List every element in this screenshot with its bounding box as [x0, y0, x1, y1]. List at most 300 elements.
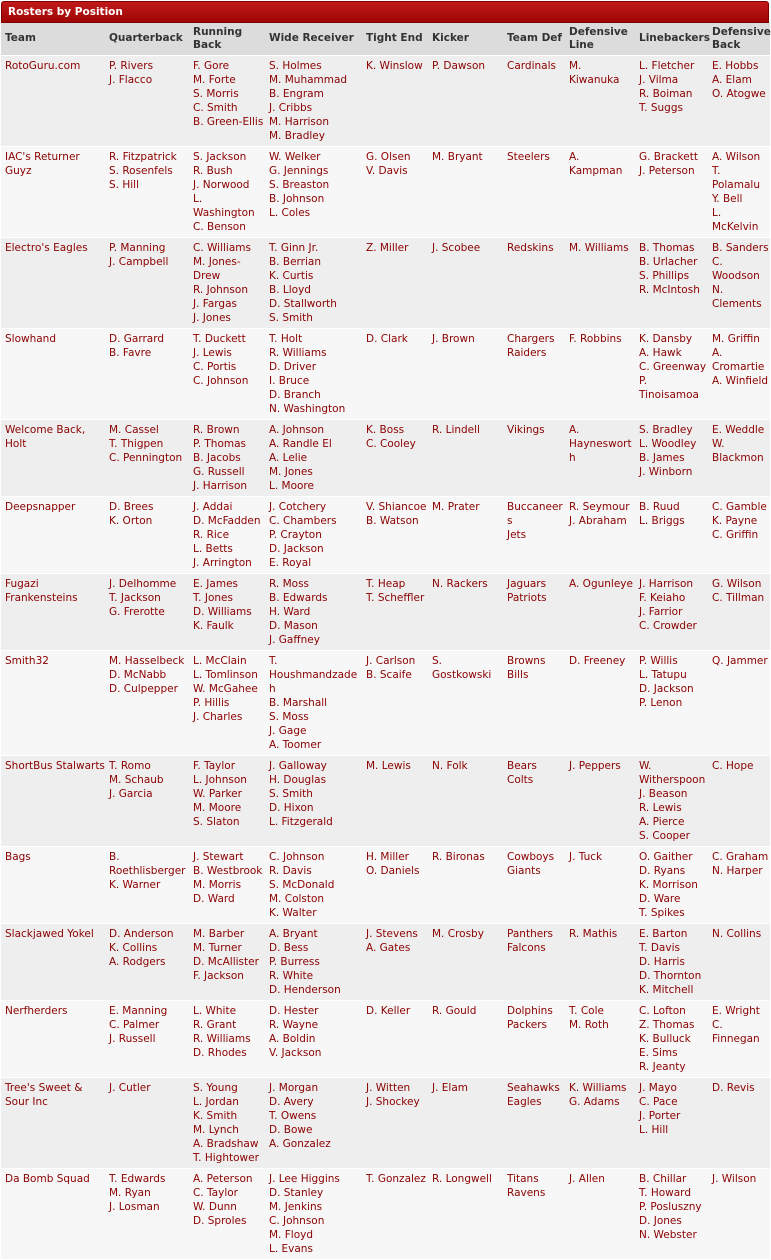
player-link[interactable]: M. Bradley [269, 129, 325, 142]
player-link[interactable]: D. Williams [193, 605, 252, 618]
player-link[interactable]: K. Collins [109, 941, 158, 954]
player-link[interactable]: J. Galloway [269, 759, 327, 772]
player-link[interactable]: D. Rhodes [193, 1046, 247, 1059]
player-link[interactable]: A. Peterson [193, 1172, 253, 1185]
player-link[interactable]: B. Favre [109, 346, 152, 359]
player-link[interactable]: R. Johnson [193, 283, 248, 296]
player-link[interactable]: B. Urlacher [639, 255, 698, 268]
player-link[interactable]: D. Revis [712, 1081, 755, 1094]
player-link[interactable]: A. Wilson [712, 150, 761, 163]
player-link[interactable]: S. Jackson [193, 150, 247, 163]
player-link[interactable]: F. Jackson [193, 969, 244, 982]
player-link[interactable]: J. Cutler [109, 1081, 151, 1094]
player-link[interactable]: G. Olsen [366, 150, 411, 163]
player-link[interactable]: R. Jeanty [639, 1060, 686, 1073]
player-link[interactable]: T. Jones [193, 591, 233, 604]
player-link[interactable]: C. Finnegan [712, 1018, 760, 1045]
player-link[interactable]: E. Sims [639, 1046, 678, 1059]
team-def-link[interactable]: Bears [507, 759, 537, 772]
player-link[interactable]: J. Harrison [193, 479, 248, 492]
player-link[interactable]: N. Clements [712, 283, 762, 310]
player-link[interactable]: D. Culpepper [109, 682, 178, 695]
player-link[interactable]: T. Heap [366, 577, 406, 590]
player-link[interactable]: T. Spikes [639, 906, 685, 919]
player-link[interactable]: D. Hester [269, 1004, 319, 1017]
player-link[interactable]: J. Abraham [569, 514, 627, 527]
player-link[interactable]: M. Williams [569, 241, 629, 254]
player-link[interactable]: C. Johnson [193, 374, 249, 387]
player-link[interactable]: A. Elam [712, 73, 752, 86]
player-link[interactable]: C. Pennington [109, 451, 183, 464]
player-link[interactable]: B. Edwards [269, 591, 328, 604]
player-link[interactable]: R. Mathis [569, 927, 618, 940]
player-link[interactable]: R. Wayne [269, 1018, 319, 1031]
player-link[interactable]: P. Tinoisamoa [639, 374, 699, 401]
player-link[interactable]: A. Cromartie [712, 346, 765, 373]
player-link[interactable]: E. Hobbs [712, 59, 759, 72]
player-link[interactable]: M. Floyd [269, 1228, 313, 1241]
player-link[interactable]: N. Folk [432, 759, 468, 772]
player-link[interactable]: M. Lewis [366, 759, 411, 772]
player-link[interactable]: J. Russell [109, 1032, 156, 1045]
player-link[interactable]: J. Gaffney [269, 633, 320, 646]
player-link[interactable]: T. Davis [639, 941, 680, 954]
player-link[interactable]: K. Mitchell [639, 983, 694, 996]
player-link[interactable]: G. Wilson [712, 577, 762, 590]
player-link[interactable]: C. Portis [193, 360, 237, 373]
player-link[interactable]: L. White [193, 1004, 237, 1017]
player-link[interactable]: R. Gould [432, 1004, 477, 1017]
player-link[interactable]: W. Parker [193, 787, 242, 800]
player-link[interactable]: D. McFadden [193, 514, 261, 527]
player-link[interactable]: Z. Thomas [639, 1018, 695, 1031]
player-link[interactable]: D. Avery [269, 1095, 314, 1108]
player-link[interactable]: D. Ward [193, 892, 235, 905]
player-link[interactable]: J. Gage [269, 724, 307, 737]
player-link[interactable]: P. Burress [269, 955, 320, 968]
player-link[interactable]: P. Dawson [432, 59, 486, 72]
player-link[interactable]: M. Roth [569, 1018, 609, 1031]
player-link[interactable]: A. Ogunleye [569, 577, 633, 590]
player-link[interactable]: T. Houshmandzadeh [269, 654, 358, 695]
player-link[interactable]: R. McIntosh [639, 283, 700, 296]
player-link[interactable]: M. Griffin [712, 332, 760, 345]
player-link[interactable]: E. James [193, 577, 238, 590]
player-link[interactable]: J. Morgan [269, 1081, 319, 1094]
player-link[interactable]: A. Randle El [269, 437, 332, 450]
player-link[interactable]: R. Seymour [569, 500, 630, 513]
player-link[interactable]: J. Garcia [109, 787, 153, 800]
player-link[interactable]: N. Collins [712, 927, 762, 940]
player-link[interactable]: D. Clark [366, 332, 408, 345]
player-link[interactable]: W. Welker [269, 150, 321, 163]
player-link[interactable]: T. Holt [269, 332, 303, 345]
player-link[interactable]: L. Briggs [639, 514, 685, 527]
player-link[interactable]: G. Russell [193, 465, 245, 478]
player-link[interactable]: G. Adams [569, 1095, 620, 1108]
player-link[interactable]: S. Morris [193, 87, 239, 100]
team-def-link[interactable]: Cardinals [507, 59, 556, 72]
player-link[interactable]: B. Chillar [639, 1172, 687, 1185]
player-link[interactable]: C. Benson [193, 220, 246, 233]
player-link[interactable]: A. Pierce [639, 815, 685, 828]
player-link[interactable]: T. Polamalu [712, 164, 760, 191]
player-link[interactable]: L. Jordan [193, 1095, 239, 1108]
player-link[interactable]: J. Losman [109, 1200, 160, 1213]
player-link[interactable]: D. Branch [269, 388, 321, 401]
player-link[interactable]: D. Henderson [269, 983, 341, 996]
player-link[interactable]: K. Bulluck [639, 1032, 691, 1045]
player-link[interactable]: O. Atogwe [712, 87, 766, 100]
player-link[interactable]: H. Ward [269, 605, 311, 618]
player-link[interactable]: M. Jenkins [269, 1200, 323, 1213]
player-link[interactable]: M. Barber [193, 927, 245, 940]
player-link[interactable]: N. Harper [712, 864, 763, 877]
player-link[interactable]: J. Vilma [639, 73, 679, 86]
player-link[interactable]: B. Jacobs [193, 451, 241, 464]
player-link[interactable]: M. Turner [193, 941, 242, 954]
player-link[interactable]: M. Ryan [109, 1186, 151, 1199]
player-link[interactable]: P. Willis [639, 654, 678, 667]
player-link[interactable]: T. Hightower [193, 1151, 259, 1164]
player-link[interactable]: J. Norwood [193, 178, 250, 191]
player-link[interactable]: M. Morris [193, 878, 242, 891]
player-link[interactable]: M. Muhammad [269, 73, 348, 86]
player-link[interactable]: Z. Miller [366, 241, 409, 254]
player-link[interactable]: L. McKelvin [712, 206, 759, 233]
player-link[interactable]: S. Cooper [639, 829, 690, 842]
player-link[interactable]: W. Witherspoon [639, 759, 706, 786]
player-link[interactable]: M. Bryant [432, 150, 483, 163]
player-link[interactable]: J. Brown [432, 332, 475, 345]
player-link[interactable]: D. Sproles [193, 1214, 247, 1227]
player-link[interactable]: W. Blackmon [712, 437, 764, 464]
player-link[interactable]: A. Johnson [269, 423, 325, 436]
player-link[interactable]: S. Young [193, 1081, 238, 1094]
player-link[interactable]: R. Davis [269, 864, 312, 877]
player-link[interactable]: D. Mason [269, 619, 318, 632]
player-link[interactable]: K. Boss [366, 423, 405, 436]
player-link[interactable]: J. Jones [193, 311, 231, 324]
player-link[interactable]: A. Lelie [269, 451, 308, 464]
player-link[interactable]: G. Frerotte [109, 605, 165, 618]
player-link[interactable]: J. Stewart [193, 850, 244, 863]
team-def-link[interactable]: Vikings [507, 423, 545, 436]
player-link[interactable]: V. Shiancoe [366, 500, 427, 513]
player-link[interactable]: K. Faulk [193, 619, 234, 632]
player-link[interactable]: A. Haynesworth [569, 423, 632, 464]
player-link[interactable]: L. Coles [269, 206, 311, 219]
player-link[interactable]: T. Thigpen [109, 437, 164, 450]
player-link[interactable]: M. Jones-Drew [193, 255, 241, 282]
player-link[interactable]: O. Gaither [639, 850, 693, 863]
player-link[interactable]: B. Ruud [639, 500, 680, 513]
player-link[interactable]: B. Johnson [269, 192, 325, 205]
player-link[interactable]: D. McAllister [193, 955, 259, 968]
team-def-link[interactable]: Ravens [507, 1186, 546, 1199]
player-link[interactable]: W. Dunn [193, 1200, 237, 1213]
player-link[interactable]: F. Taylor [193, 759, 236, 772]
player-link[interactable]: W. McGahee [193, 682, 258, 695]
player-link[interactable]: A. Gonzalez [269, 1137, 331, 1150]
player-link[interactable]: D. Anderson [109, 927, 174, 940]
player-link[interactable]: S. Smith [269, 311, 313, 324]
player-link[interactable]: A. Bradshaw [193, 1137, 259, 1150]
player-link[interactable]: F. Gore [193, 59, 230, 72]
player-link[interactable]: E. Barton [639, 927, 688, 940]
player-link[interactable]: A. Toomer [269, 738, 322, 751]
player-link[interactable]: T. Romo [109, 759, 151, 772]
player-link[interactable]: S. Breaston [269, 178, 330, 191]
player-link[interactable]: P. Hillis [193, 696, 230, 709]
player-link[interactable]: D. Bess [269, 941, 309, 954]
player-link[interactable]: K. Payne [712, 514, 758, 527]
player-link[interactable]: R. Moss [269, 577, 310, 590]
player-link[interactable]: T. Edwards [109, 1172, 166, 1185]
team-def-link[interactable]: Redskins [507, 241, 554, 254]
player-link[interactable]: J. Winborn [639, 465, 693, 478]
player-link[interactable]: L. Hill [639, 1123, 669, 1136]
player-link[interactable]: M. Lynch [193, 1123, 239, 1136]
player-link[interactable]: J. Shockey [366, 1095, 420, 1108]
player-link[interactable]: J. Flacco [109, 73, 153, 86]
player-link[interactable]: L. Betts [193, 542, 233, 555]
player-link[interactable]: J. Beason [639, 787, 688, 800]
player-link[interactable]: D. Keller [366, 1004, 411, 1017]
team-def-link[interactable]: Buccaneers [507, 500, 563, 527]
player-link[interactable]: C. Johnson [269, 850, 325, 863]
player-link[interactable]: J. Farrior [639, 605, 683, 618]
player-link[interactable]: B. Sanders [712, 241, 769, 254]
player-link[interactable]: J. Arrington [193, 556, 252, 569]
player-link[interactable]: K. Winslow [366, 59, 423, 72]
player-link[interactable]: S. Bradley [639, 423, 693, 436]
team-def-link[interactable]: Seahawks [507, 1081, 560, 1094]
player-link[interactable]: M. Schaub [109, 773, 164, 786]
player-link[interactable]: C. Lofton [639, 1004, 686, 1017]
player-link[interactable]: D. McNabb [109, 668, 167, 681]
player-link[interactable]: F. Keiaho [639, 591, 686, 604]
player-link[interactable]: J. Peterson [639, 164, 695, 177]
player-link[interactable]: K. Williams [569, 1081, 627, 1094]
player-link[interactable]: D. Ware [639, 892, 681, 905]
player-link[interactable]: C. Chambers [269, 514, 337, 527]
player-link[interactable]: E. Wright [712, 1004, 760, 1017]
player-link[interactable]: C. Tillman [712, 591, 765, 604]
player-link[interactable]: R. Longwell [432, 1172, 492, 1185]
player-link[interactable]: P. Rivers [109, 59, 154, 72]
player-link[interactable]: D. Jackson [639, 682, 694, 695]
player-link[interactable]: L. Evans [269, 1242, 313, 1255]
team-def-link[interactable]: Cowboys [507, 850, 555, 863]
player-link[interactable]: R. Lindell [432, 423, 480, 436]
player-link[interactable]: A. Hawk [639, 346, 682, 359]
player-link[interactable]: R. Williams [193, 1032, 251, 1045]
player-link[interactable]: B. Green-Ellis [193, 115, 264, 128]
player-link[interactable]: K. Smith [193, 1109, 238, 1122]
player-link[interactable]: J. Campbell [109, 255, 169, 268]
player-link[interactable]: G. Jennings [269, 164, 329, 177]
player-link[interactable]: C. Taylor [193, 1186, 238, 1199]
player-link[interactable]: T. Duckett [193, 332, 246, 345]
player-link[interactable]: L. Woodley [639, 437, 697, 450]
team-def-link[interactable]: Titans [507, 1172, 539, 1185]
player-link[interactable]: R. Williams [269, 346, 327, 359]
player-link[interactable]: S. Holmes [269, 59, 322, 72]
player-link[interactable]: M. Moore [193, 801, 242, 814]
player-link[interactable]: J. Wilson [712, 1172, 757, 1185]
player-link[interactable]: C. Williams [193, 241, 251, 254]
team-def-link[interactable]: Bills [507, 668, 529, 681]
player-link[interactable]: O. Daniels [366, 864, 420, 877]
player-link[interactable]: R. White [269, 969, 314, 982]
player-link[interactable]: R. Brown [193, 423, 240, 436]
player-link[interactable]: P. Manning [109, 241, 166, 254]
player-link[interactable]: J. Scobee [432, 241, 481, 254]
player-link[interactable]: R. Lewis [639, 801, 682, 814]
player-link[interactable]: T. Suggs [639, 101, 683, 114]
player-link[interactable]: R. Bush [193, 164, 233, 177]
player-link[interactable]: B. Westbrook [193, 864, 263, 877]
player-link[interactable]: L. Moore [269, 479, 314, 492]
player-link[interactable]: C. Palmer [109, 1018, 160, 1031]
player-link[interactable]: K. Orton [109, 514, 153, 527]
player-link[interactable]: P. Thomas [193, 437, 246, 450]
player-link[interactable]: K. Walter [269, 906, 317, 919]
player-link[interactable]: M. Colston [269, 892, 325, 905]
player-link[interactable]: D. Jackson [269, 542, 324, 555]
player-link[interactable]: L. Washington [193, 192, 255, 219]
player-link[interactable]: T. Scheffler [366, 591, 425, 604]
player-link[interactable]: C. Greenway [639, 360, 707, 373]
player-link[interactable]: B. Watson [366, 514, 419, 527]
player-link[interactable]: R. Rice [193, 528, 230, 541]
player-link[interactable]: J. Peppers [569, 759, 621, 772]
player-link[interactable]: E. Manning [109, 1004, 168, 1017]
player-link[interactable]: A. Boldin [269, 1032, 316, 1045]
player-link[interactable]: K. Morrison [639, 878, 698, 891]
team-def-link[interactable]: Giants [507, 864, 541, 877]
player-link[interactable]: L. Fletcher [639, 59, 695, 72]
player-link[interactable]: C. Pace [639, 1095, 678, 1108]
player-link[interactable]: J. Delhomme [109, 577, 177, 590]
player-link[interactable]: P. Posluszny [639, 1200, 702, 1213]
player-link[interactable]: H. Miller [366, 850, 409, 863]
team-def-link[interactable]: Eagles [507, 1095, 542, 1108]
player-link[interactable]: L. McClain [193, 654, 247, 667]
player-link[interactable]: L. Tomlinson [193, 668, 258, 681]
player-link[interactable]: D. Ryans [639, 864, 686, 877]
player-link[interactable]: M. Cassel [109, 423, 159, 436]
player-link[interactable]: D. Stanley [269, 1186, 324, 1199]
player-link[interactable]: J. Fargas [193, 297, 237, 310]
player-link[interactable]: B. Roethlisberger [109, 850, 186, 877]
player-link[interactable]: P. Lenon [639, 696, 683, 709]
player-link[interactable]: C. Woodson [712, 255, 760, 282]
player-link[interactable]: C. Smith [193, 101, 238, 114]
player-link[interactable]: S. Phillips [639, 269, 690, 282]
player-link[interactable]: K. Dansby [639, 332, 693, 345]
player-link[interactable]: D. Harris [639, 955, 685, 968]
player-link[interactable]: D. Brees [109, 500, 154, 513]
player-link[interactable]: B. Thomas [639, 241, 695, 254]
player-link[interactable]: L. Johnson [193, 773, 247, 786]
player-link[interactable]: M. Harrison [269, 115, 329, 128]
player-link[interactable]: S. Gostkowski [432, 654, 492, 681]
team-def-link[interactable]: Raiders [507, 346, 547, 359]
team-def-link[interactable]: Steelers [507, 150, 550, 163]
player-link[interactable]: T. Gonzalez [366, 1172, 426, 1185]
player-link[interactable]: M. Kiwanuka [569, 59, 620, 86]
player-link[interactable]: J. Allen [569, 1172, 605, 1185]
player-link[interactable]: A. Winfield [712, 374, 769, 387]
team-def-link[interactable]: Colts [507, 773, 534, 786]
player-link[interactable]: T. Howard [639, 1186, 691, 1199]
player-link[interactable]: C. Griffin [712, 528, 759, 541]
player-link[interactable]: M. Forte [193, 73, 236, 86]
player-link[interactable]: D. Bowe [269, 1123, 313, 1136]
player-link[interactable]: M. Hasselbeck [109, 654, 185, 667]
player-link[interactable]: J. Stevens [366, 927, 418, 940]
player-link[interactable]: D. Jones [639, 1214, 682, 1227]
player-link[interactable]: B. Lloyd [269, 283, 311, 296]
player-link[interactable]: B. Marshall [269, 696, 328, 709]
player-link[interactable]: J. Tuck [569, 850, 603, 863]
player-link[interactable]: J. Harrison [639, 577, 694, 590]
player-link[interactable]: M. Jones [269, 465, 313, 478]
player-link[interactable]: K. Warner [109, 878, 161, 891]
player-link[interactable]: K. Curtis [269, 269, 314, 282]
player-link[interactable]: A. Bryant [269, 927, 318, 940]
player-link[interactable]: S. McDonald [269, 878, 335, 891]
player-link[interactable]: J. Addai [193, 500, 233, 513]
player-link[interactable]: S. Hill [109, 178, 139, 191]
player-link[interactable]: I. Bruce [269, 374, 310, 387]
player-link[interactable]: J. Mayo [639, 1081, 677, 1094]
player-link[interactable]: C. Johnson [269, 1214, 325, 1227]
player-link[interactable]: Y. Bell [712, 192, 743, 205]
player-link[interactable]: J. Lee Higgins [269, 1172, 340, 1185]
player-link[interactable]: C. Cooley [366, 437, 416, 450]
team-def-link[interactable]: Packers [507, 1018, 548, 1031]
team-def-link[interactable]: Dolphins [507, 1004, 553, 1017]
player-link[interactable]: E. Royal [269, 556, 312, 569]
player-link[interactable]: H. Douglas [269, 773, 327, 786]
player-link[interactable]: G. Brackett [639, 150, 698, 163]
player-link[interactable]: R. Boiman [639, 87, 693, 100]
player-link[interactable]: V. Davis [366, 164, 408, 177]
player-link[interactable]: J. Cotchery [269, 500, 327, 513]
player-link[interactable]: T. Owens [269, 1109, 317, 1122]
player-link[interactable]: M. Crosby [432, 927, 484, 940]
player-link[interactable]: R. Bironas [432, 850, 485, 863]
team-def-link[interactable]: Jets [507, 528, 527, 541]
player-link[interactable]: Q. Jammer [712, 654, 768, 667]
team-def-link[interactable]: Chargers [507, 332, 555, 345]
player-link[interactable]: T. Jackson [109, 591, 161, 604]
player-link[interactable]: T. Cole [569, 1004, 604, 1017]
player-link[interactable]: D. Thornton [639, 969, 702, 982]
player-link[interactable]: D. Driver [269, 360, 317, 373]
player-link[interactable]: D. Hixon [269, 801, 314, 814]
team-def-link[interactable]: Falcons [507, 941, 546, 954]
player-link[interactable]: A. Rodgers [109, 955, 166, 968]
player-link[interactable]: E. Weddle [712, 423, 765, 436]
player-link[interactable]: J. Witten [366, 1081, 411, 1094]
player-link[interactable]: B. Berrian [269, 255, 321, 268]
player-link[interactable]: N. Webster [639, 1228, 697, 1241]
player-link[interactable]: B. Scaife [366, 668, 412, 681]
